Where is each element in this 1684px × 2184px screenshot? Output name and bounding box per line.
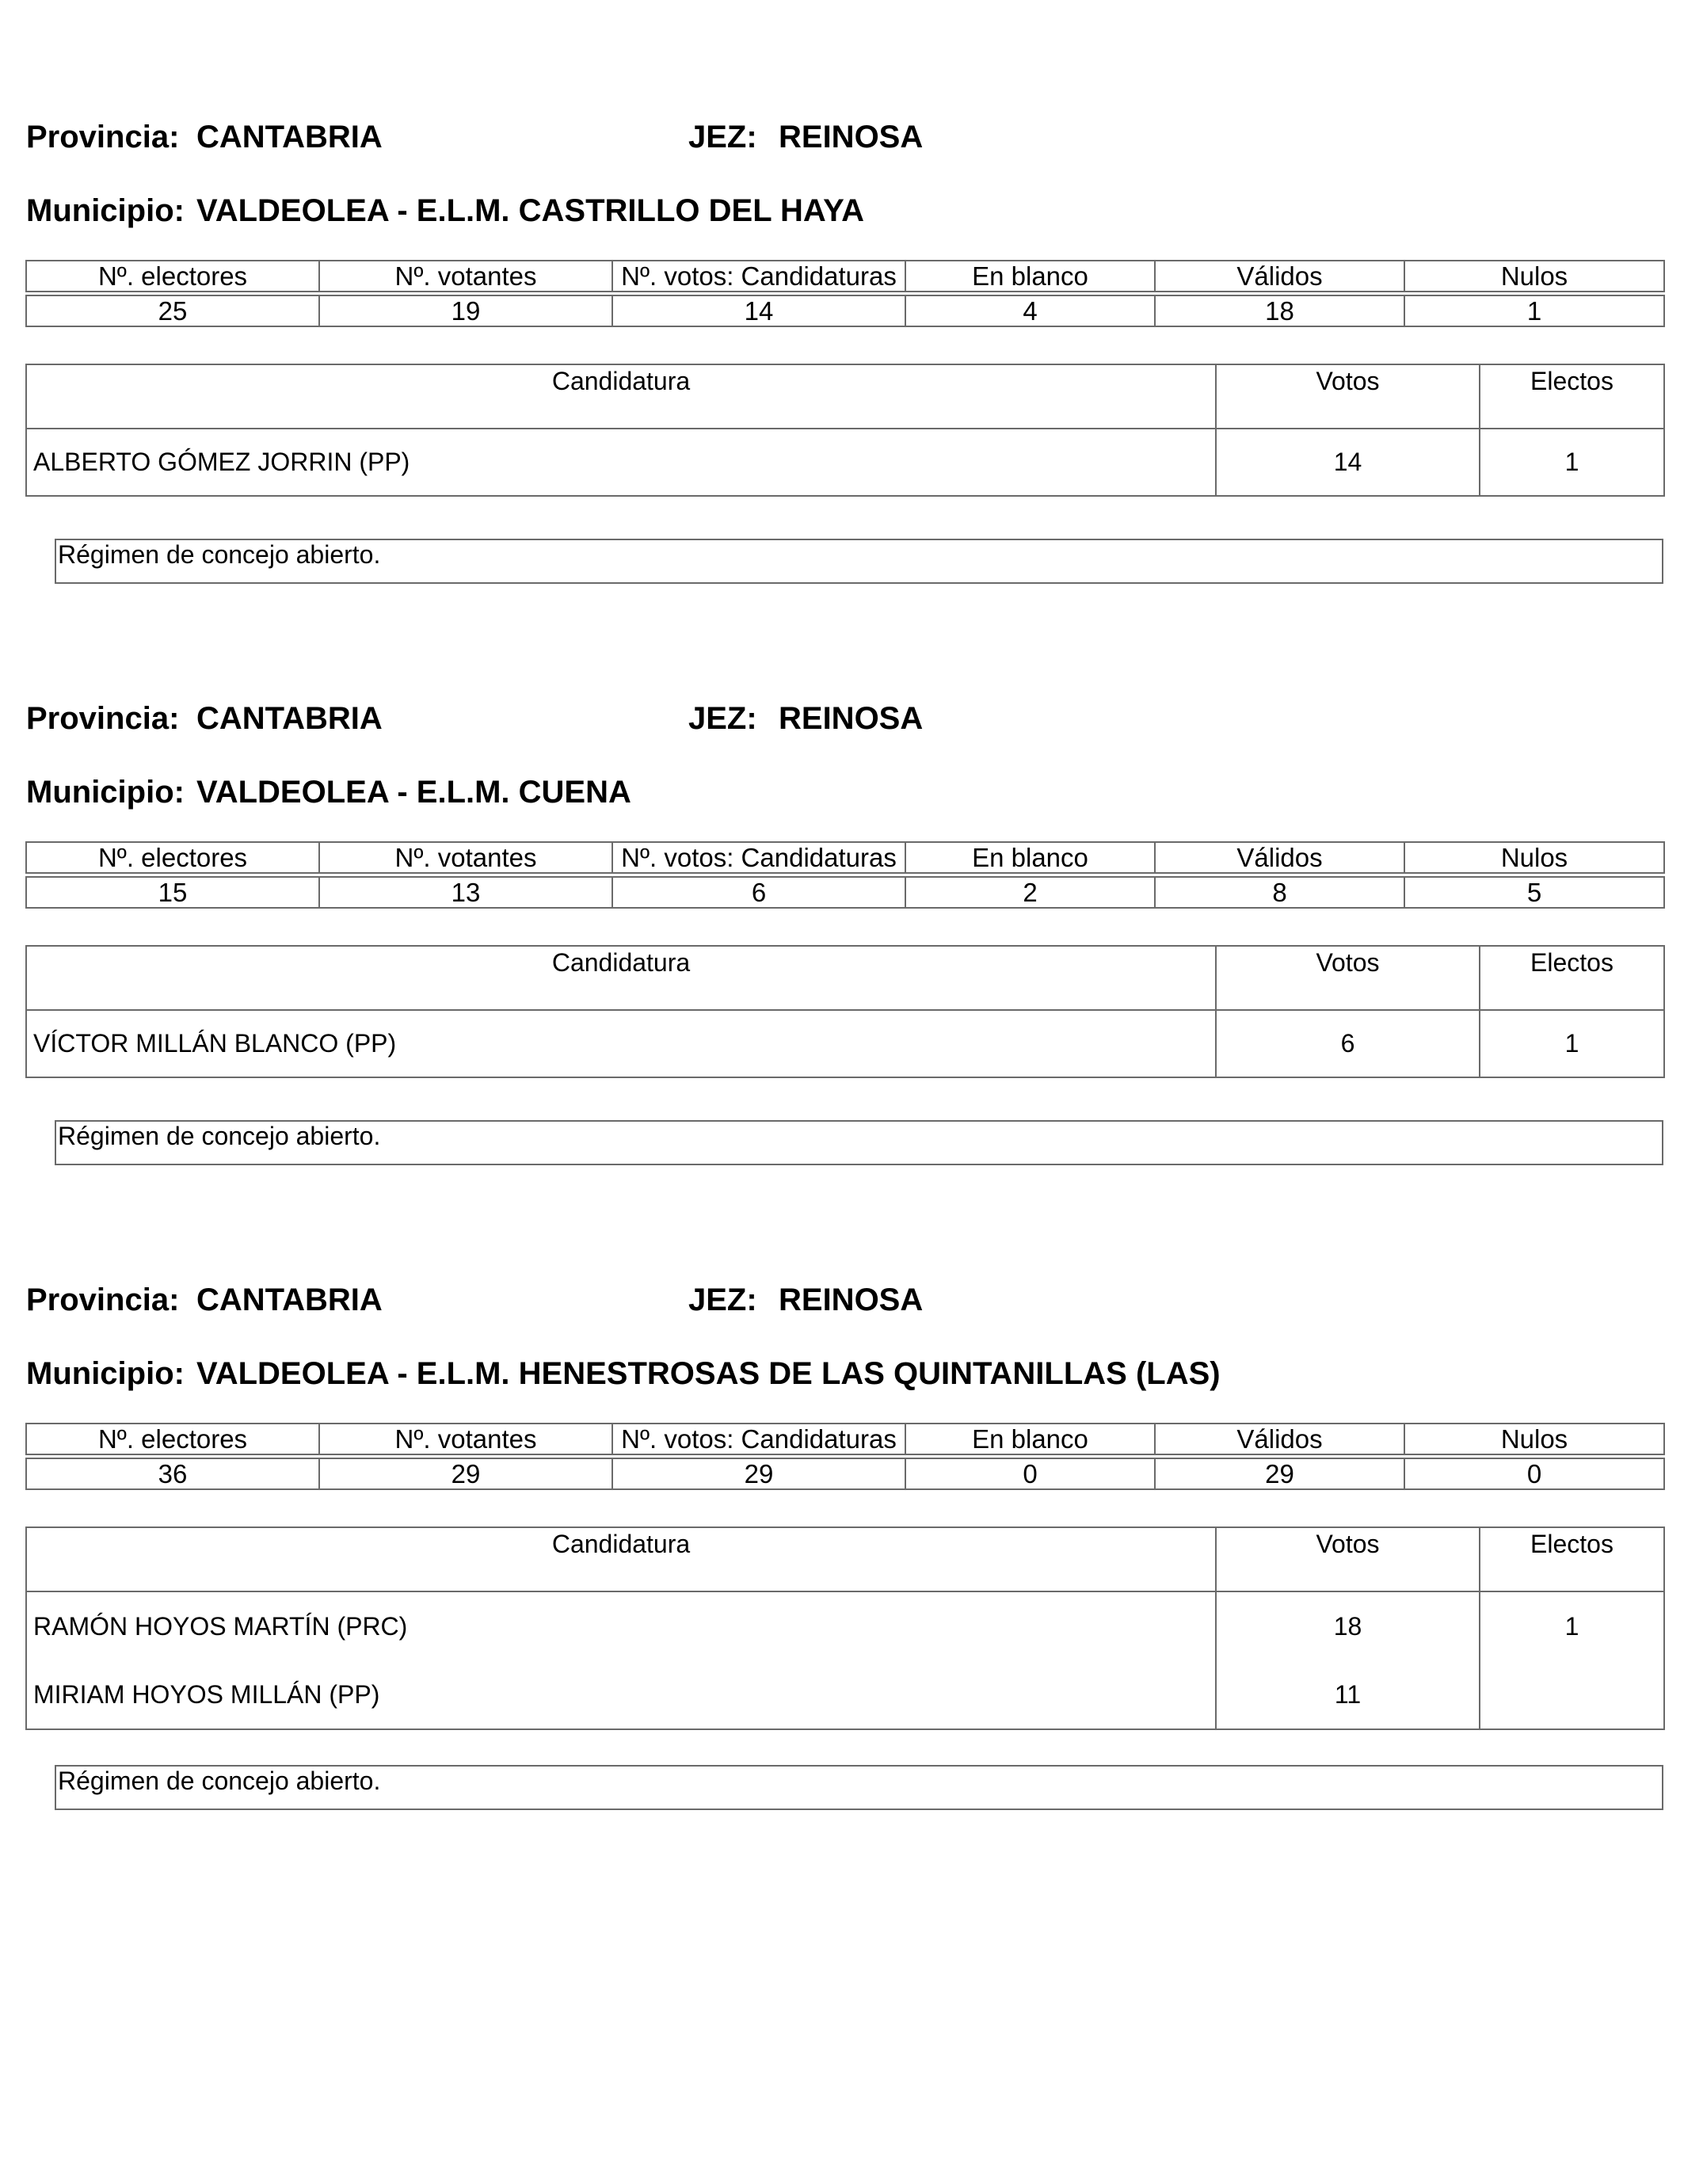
stat-header-validos: Válidos bbox=[1155, 261, 1404, 292]
candidate-elected-cell bbox=[1480, 1591, 1664, 1729]
cand-header-votos: Votos bbox=[1216, 946, 1480, 1010]
stat-header-electores: Nº. electores bbox=[26, 261, 319, 292]
stat-value-en-blanco: 0 bbox=[905, 1458, 1155, 1489]
candidates-header-row bbox=[26, 946, 1664, 1010]
regime-note: Régimen de concejo abierto. bbox=[55, 1765, 1663, 1810]
stat-header-votantes: Nº. votantes bbox=[319, 842, 612, 873]
stat-header-nulos: Nulos bbox=[1404, 261, 1664, 292]
cand-header-candidatura: Candidatura bbox=[26, 364, 1216, 429]
stat-value-votos-candidaturas: 6 bbox=[612, 877, 905, 908]
stat-header-electores: Nº. electores bbox=[26, 842, 319, 873]
jez-value: REINOSA bbox=[779, 1283, 924, 1317]
candidate-name: VÍCTOR MILLÁN BLANCO (PP) bbox=[26, 1010, 1216, 1077]
stat-header-nulos: Nulos bbox=[1404, 1424, 1664, 1454]
result-block-henestrosas bbox=[0, 1163, 1684, 1795]
candidate-name: MIRIAM HOYOS MILLÁN (PP) bbox=[33, 1680, 380, 1709]
candidates-header-row bbox=[26, 364, 1664, 429]
provincia-value: CANTABRIA bbox=[196, 1283, 383, 1317]
cand-header-electos: Electos bbox=[1480, 364, 1664, 429]
stat-header-votantes: Nº. votantes bbox=[319, 1424, 612, 1454]
stats-value-row bbox=[26, 295, 1664, 326]
stat-header-en-blanco: En blanco bbox=[905, 1424, 1155, 1454]
stats-header-table bbox=[25, 841, 1665, 874]
candidates-table bbox=[25, 1527, 1665, 1730]
municipio-label: Municipio: bbox=[26, 1356, 185, 1391]
stats-value-table bbox=[25, 876, 1665, 909]
cand-header-electos: Electos bbox=[1480, 946, 1664, 1010]
stat-value-votantes: 19 bbox=[319, 295, 612, 326]
municipio-value: VALDEOLEA - E.L.M. CASTRILLO DEL HAYA bbox=[196, 193, 865, 228]
candidate-row bbox=[26, 1010, 1664, 1077]
stat-value-validos: 18 bbox=[1155, 295, 1404, 326]
stat-value-votantes: 29 bbox=[319, 1458, 612, 1489]
candidate-rows bbox=[26, 1591, 1664, 1729]
stat-value-validos: 8 bbox=[1155, 877, 1404, 908]
candidate-elected: 1 bbox=[1564, 1612, 1579, 1641]
municipio-label: Municipio: bbox=[26, 775, 185, 810]
candidates-table bbox=[25, 945, 1665, 1078]
stats-header-table bbox=[25, 260, 1665, 292]
candidate-votes: 14 bbox=[1216, 429, 1480, 496]
candidate-votes: 11 bbox=[1334, 1680, 1362, 1709]
cand-header-votos: Votos bbox=[1216, 1527, 1480, 1591]
stats-header-table bbox=[25, 1423, 1665, 1455]
result-block-cuena bbox=[0, 581, 1684, 1163]
candidate-votes: 18 bbox=[1333, 1612, 1362, 1641]
candidate-elected: 1 bbox=[1480, 429, 1664, 496]
stat-value-electores: 36 bbox=[26, 1458, 319, 1489]
jez-value: REINOSA bbox=[779, 701, 924, 736]
candidates-table bbox=[25, 364, 1665, 497]
stat-value-nulos: 0 bbox=[1404, 1458, 1664, 1489]
stat-header-nulos: Nulos bbox=[1404, 842, 1664, 873]
candidates-header-row bbox=[26, 1527, 1664, 1591]
stat-header-votos-candidaturas: Nº. votos: Candidaturas bbox=[612, 1424, 905, 1454]
stats-header-row bbox=[26, 1424, 1664, 1454]
candidate-elected: 1 bbox=[1480, 1010, 1664, 1077]
jez-label: JEZ: bbox=[688, 701, 757, 736]
candidate-votes: 6 bbox=[1216, 1010, 1480, 1077]
candidate-names-cell bbox=[26, 1591, 1216, 1729]
municipio-label: Municipio: bbox=[26, 193, 185, 228]
stats-header-row bbox=[26, 842, 1664, 873]
jez-value: REINOSA bbox=[779, 120, 924, 154]
stat-value-nulos: 1 bbox=[1404, 295, 1664, 326]
stats-value-table bbox=[25, 295, 1665, 327]
stat-header-votantes: Nº. votantes bbox=[319, 261, 612, 292]
regime-note: Régimen de concejo abierto. bbox=[55, 539, 1663, 584]
provincia-value: CANTABRIA bbox=[196, 701, 383, 736]
result-block-castrillo-del-haya bbox=[0, 0, 1684, 581]
stats-header-row bbox=[26, 261, 1664, 292]
candidate-name: ALBERTO GÓMEZ JORRIN (PP) bbox=[26, 429, 1216, 496]
provincia-value: CANTABRIA bbox=[196, 120, 383, 154]
stats-value-table bbox=[25, 1458, 1665, 1490]
cand-header-candidatura: Candidatura bbox=[26, 946, 1216, 1010]
cand-header-electos: Electos bbox=[1480, 1527, 1664, 1591]
stat-value-en-blanco: 4 bbox=[905, 295, 1155, 326]
stat-header-validos: Válidos bbox=[1155, 1424, 1404, 1454]
stat-value-votantes: 13 bbox=[319, 877, 612, 908]
stat-header-en-blanco: En blanco bbox=[905, 842, 1155, 873]
municipio-value: VALDEOLEA - E.L.M. HENESTROSAS DE LAS QUINTANILLAS (LAS) bbox=[196, 1356, 1221, 1391]
stat-value-validos: 29 bbox=[1155, 1458, 1404, 1489]
stats-value-row bbox=[26, 877, 1664, 908]
stat-header-validos: Válidos bbox=[1155, 842, 1404, 873]
stat-value-nulos: 5 bbox=[1404, 877, 1664, 908]
municipio-value: VALDEOLEA - E.L.M. CUENA bbox=[196, 775, 631, 810]
stat-header-en-blanco: En blanco bbox=[905, 261, 1155, 292]
candidate-name: RAMÓN HOYOS MARTÍN (PRC) bbox=[33, 1612, 408, 1641]
provincia-label: Provincia: bbox=[26, 1283, 180, 1317]
candidate-votes-cell bbox=[1216, 1591, 1480, 1729]
stat-value-votos-candidaturas: 29 bbox=[612, 1458, 905, 1489]
jez-label: JEZ: bbox=[688, 1283, 757, 1317]
stats-value-row bbox=[26, 1458, 1664, 1489]
provincia-label: Provincia: bbox=[26, 701, 180, 736]
stat-header-votos-candidaturas: Nº. votos: Candidaturas bbox=[612, 842, 905, 873]
stat-header-electores: Nº. electores bbox=[26, 1424, 319, 1454]
candidate-row bbox=[26, 429, 1664, 496]
cand-header-candidatura: Candidatura bbox=[26, 1527, 1216, 1591]
stat-value-electores: 15 bbox=[26, 877, 319, 908]
jez-label: JEZ: bbox=[688, 120, 757, 154]
stat-value-electores: 25 bbox=[26, 295, 319, 326]
provincia-label: Provincia: bbox=[26, 120, 180, 154]
candidate-elected bbox=[1487, 1660, 1657, 1729]
stat-value-en-blanco: 2 bbox=[905, 877, 1155, 908]
regime-note: Régimen de concejo abierto. bbox=[55, 1120, 1663, 1165]
cand-header-votos: Votos bbox=[1216, 364, 1480, 429]
stat-header-votos-candidaturas: Nº. votos: Candidaturas bbox=[612, 261, 905, 292]
stat-value-votos-candidaturas: 14 bbox=[612, 295, 905, 326]
